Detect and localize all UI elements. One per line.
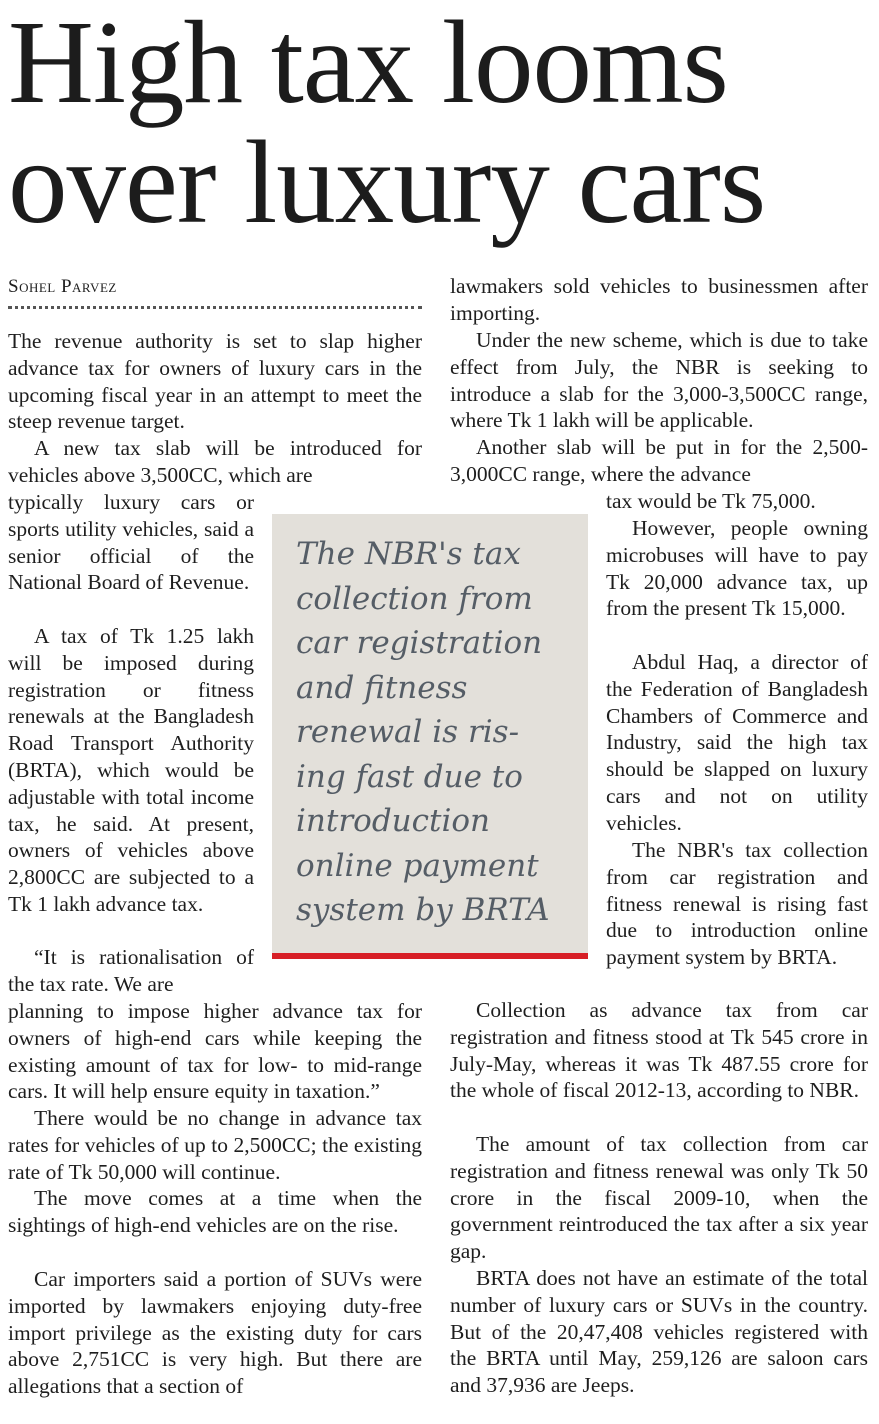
- headline-line-2: over luxury cars: [8, 116, 766, 248]
- pull-quote-rule: [272, 953, 588, 959]
- col2-paragraph-5: Abdul Haq, a director of the Federation of Bangladesh Chambers of Commerce and Industry, said the high tax should be slapped on luxury cars and not on utility vehicles.: [606, 650, 868, 835]
- headline: [8, 0, 874, 248]
- col2-paragraph-3b: tax would be Tk 75,000.: [606, 489, 816, 513]
- byline: Sohel Parvez: [8, 276, 117, 297]
- col2-paragraph-6: The NBR's tax collection from car registration and fitness renewal is rising fast due to introduction online payment system by BRTA.: [606, 838, 868, 970]
- pull-quote: The NBR's tax collection from car registration and fitness renewal is ris-ing fast due to introduction online payment system by BRTA: [296, 536, 550, 928]
- col2-paragraph-7: Collection as advance tax from car registration and fitness stood at Tk 545 crore in July-May, whereas it was Tk 487.55 crore for the whole of fiscal 2012-13, according to NBR.: [450, 998, 868, 1103]
- byline-divider: [8, 306, 422, 309]
- col1-paragraph-1: The revenue authority is set to slap higher advance tax for owners of luxury cars in the upcoming fiscal year in an attempt to meet the steep revenue target.: [8, 329, 422, 434]
- col1-paragraph-2b: typically luxury cars or sports utility vehicles, said a senior official of the National Board of Revenue.: [8, 490, 254, 595]
- col2-paragraph-4: However, people owning microbuses will have to pay Tk 20,000 advance tax, up from the present Tk 15,000.: [606, 516, 868, 621]
- col2-paragraph-1: lawmakers sold vehicles to businessmen after importing.: [450, 274, 868, 325]
- col1-paragraph-6: The move comes at a time when the sightings of high-end vehicles are on the rise.: [8, 1186, 422, 1237]
- col1-paragraph-4a: “It is rationalisation of the tax rate. We are: [8, 945, 254, 996]
- col1-paragraph-4b: planning to impose higher advance tax for owners of high-end cars while keeping the existing amount of tax for low- to mid-range cars. It will help ensure equity in taxation.”: [8, 999, 422, 1104]
- col2-paragraph-2: Under the new scheme, which is due to take effect from July, the NBR is seeking to introduce a slab for the 3,000-3,500CC range, where Tk 1 lakh will be applicable.: [450, 328, 868, 433]
- col1-paragraph-3: A tax of Tk 1.25 lakh will be imposed during registration or fitness renewals at the Bangladesh Road Transport Authority (BRTA), which would be adjustable with total income tax, he said. At present, owners of vehicles above 2,800CC are subjected to a Tk 1 lakh advance tax.: [8, 624, 254, 916]
- col1-paragraph-7: Car importers said a portion of SUVs were imported by lawmakers enjoying duty-free import privilege as the existing duty for cars above 2,751CC is very high. But there are allegations that a section of: [8, 1267, 422, 1399]
- col2-paragraph-3a: Another slab will be put in for the 2,500-3,000CC range, where the advance: [450, 435, 868, 486]
- col1-paragraph-5: There would be no change in advance tax rates for vehicles of up to 2,500CC; the existing rate of Tk 50,000 will continue.: [8, 1106, 422, 1184]
- col1-paragraph-2a: A new tax slab will be introduced for vehicles above 3,500CC, which are: [8, 436, 422, 487]
- col2-paragraph-9: BRTA does not have an estimate of the total number of luxury cars or SUVs in the country. But of the 20,47,408 vehicles registered with the BRTA until May, 259,126 are saloon cars and 37,936 are Jeeps.: [450, 1266, 868, 1398]
- headline-line-1: High tax looms: [8, 0, 728, 128]
- col2-paragraph-8: The amount of tax collection from car registration and fitness renewal was only Tk 50 crore in the fiscal 2009-10, when the government reintroduced the tax after a six year gap.: [450, 1132, 868, 1264]
